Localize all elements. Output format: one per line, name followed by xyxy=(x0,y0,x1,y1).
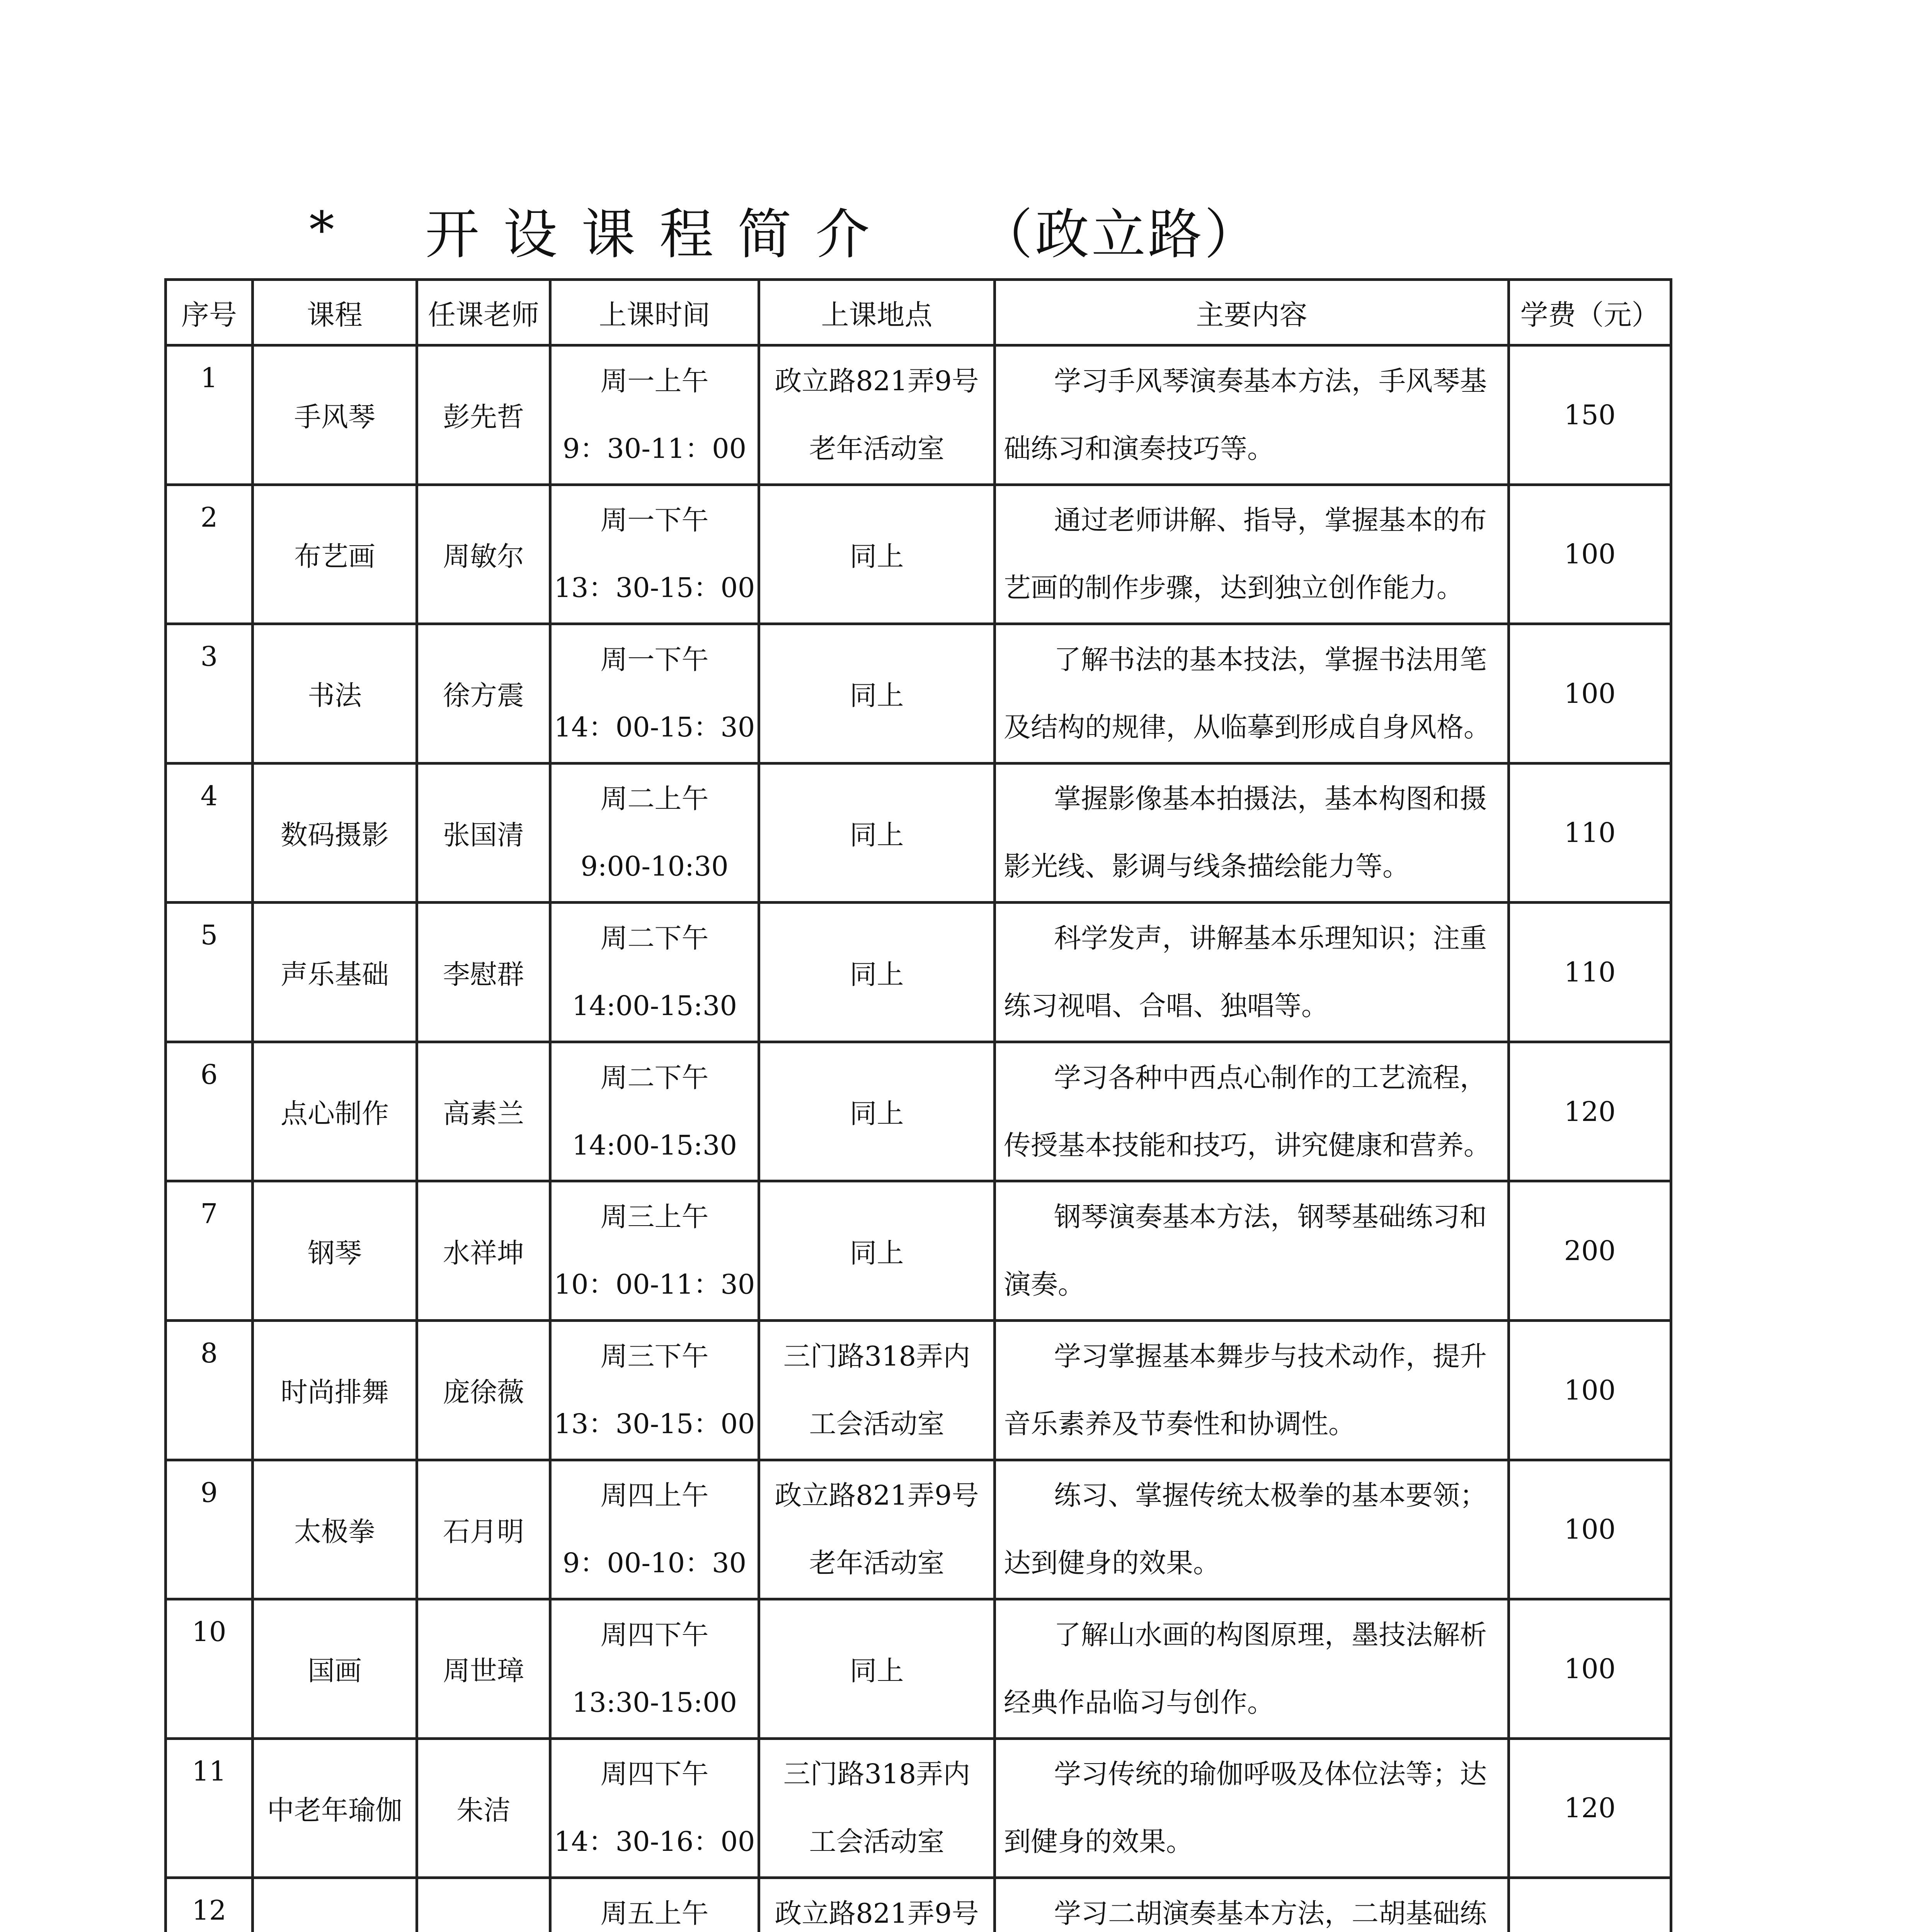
time-range: 9：00-10：30 xyxy=(562,1547,747,1579)
row-number: 10 xyxy=(166,1599,253,1739)
content-text: 练习、掌握传统太极拳的基本要领；达到健身的效果。 xyxy=(1004,1480,1487,1579)
teacher-name: 李慰群 xyxy=(417,903,550,1042)
time-day: 周一上午 xyxy=(600,365,709,397)
header-content: 主要内容 xyxy=(995,280,1509,345)
course-name xyxy=(253,1878,417,1932)
teacher-name: 周世璋 xyxy=(417,1599,550,1739)
time-day: 周五上午 xyxy=(600,1897,709,1929)
time-day: 周四下午 xyxy=(600,1619,709,1651)
time-range: 13：30-15：00 xyxy=(554,1408,755,1440)
time-cell xyxy=(550,1738,759,1878)
teacher-name: 庞徐薇 xyxy=(417,1320,550,1460)
table-row xyxy=(166,1320,1671,1460)
time-day: 周二下午 xyxy=(600,1061,709,1094)
course-name: 布艺画 xyxy=(253,485,417,624)
content-cell xyxy=(995,1460,1509,1599)
row-number: 4 xyxy=(166,763,253,903)
fee-value: 150 xyxy=(1509,345,1671,485)
content-cell xyxy=(995,485,1509,624)
page-title xyxy=(309,193,1261,267)
table-row xyxy=(166,1460,1671,1599)
time-cell xyxy=(550,485,759,624)
time-day: 周二下午 xyxy=(600,922,709,954)
table-row xyxy=(166,763,1671,903)
place-line1: 政立路821弄9号 xyxy=(775,365,979,397)
row-number: 1 xyxy=(166,345,253,485)
place-cell: 同上 xyxy=(759,485,995,624)
table-row xyxy=(166,345,1671,485)
table-row xyxy=(166,485,1671,624)
content-cell xyxy=(995,1320,1509,1460)
table-row xyxy=(166,1738,1671,1878)
time-cell xyxy=(550,1460,759,1599)
content-text: 学习二胡演奏基本方法，二胡基础练 xyxy=(1054,1897,1487,1929)
table-row xyxy=(166,1042,1671,1181)
time-range: 9:00-10:30 xyxy=(581,850,729,883)
course-name: 国画 xyxy=(253,1599,417,1739)
content-cell xyxy=(995,763,1509,903)
row-number: 9 xyxy=(166,1460,253,1599)
place-cell: 同上 xyxy=(759,624,995,764)
star-mark: * xyxy=(309,201,334,259)
place-line1: 政立路821弄9号 xyxy=(775,1897,979,1929)
time-cell xyxy=(550,345,759,485)
content-text: 钢琴演奏基本方法，钢琴基础练习和演奏。 xyxy=(1004,1201,1487,1301)
content-text: 了解山水画的构图原理，墨技法解析经典作品临习与创作。 xyxy=(1004,1619,1487,1718)
fee-value: 100 xyxy=(1509,1599,1671,1739)
title-location: （政立路） xyxy=(979,203,1261,266)
place-cell xyxy=(759,1878,995,1932)
table-row xyxy=(166,1599,1671,1739)
time-day: 周四下午 xyxy=(600,1758,709,1790)
fee-value: 200 xyxy=(1509,1181,1671,1321)
content-text: 学习传统的瑜伽呼吸及体位法等；达到健身的效果。 xyxy=(1004,1758,1487,1858)
time-cell xyxy=(550,624,759,764)
course-name: 钢琴 xyxy=(253,1181,417,1321)
time-range: 10：00-11：30 xyxy=(554,1269,755,1301)
place-cell xyxy=(759,1320,995,1460)
fee-value: 100 xyxy=(1509,485,1671,624)
teacher-name: 周敏尔 xyxy=(417,485,550,624)
place-cell: 同上 xyxy=(759,1042,995,1181)
row-number: 7 xyxy=(166,1181,253,1321)
time-cell xyxy=(550,903,759,1042)
header-course: 课程 xyxy=(253,280,417,345)
time-cell xyxy=(550,763,759,903)
time-cell xyxy=(550,1181,759,1321)
table-row xyxy=(166,624,1671,764)
row-number: 8 xyxy=(166,1320,253,1460)
teacher-name: 张国清 xyxy=(417,763,550,903)
place-line2: 工会活动室 xyxy=(809,1826,945,1858)
teacher-name: 石月明 xyxy=(417,1460,550,1599)
fee-value: 110 xyxy=(1509,763,1671,903)
content-text: 学习各种中西点心制作的工艺流程，传授基本技能和技巧，讲究健康和营养。 xyxy=(1004,1061,1491,1161)
time-range: 14：30-16：00 xyxy=(554,1826,755,1858)
content-cell xyxy=(995,1042,1509,1181)
place-cell: 同上 xyxy=(759,763,995,903)
table-row xyxy=(166,1878,1671,1932)
content-text: 通过老师讲解、指导，掌握基本的布艺画的制作步骤，达到独立创作能力。 xyxy=(1004,504,1487,604)
course-table xyxy=(164,278,1672,1932)
place-line1: 三门路318弄内 xyxy=(783,1758,970,1790)
time-range: 13：30-15：00 xyxy=(554,572,755,604)
course-name: 书法 xyxy=(253,624,417,764)
time-day: 周三下午 xyxy=(600,1340,709,1372)
place-cell xyxy=(759,1460,995,1599)
place-line1: 政立路821弄9号 xyxy=(775,1480,979,1512)
time-cell xyxy=(550,1599,759,1739)
table-header-row xyxy=(166,280,1671,345)
teacher-name: 徐方震 xyxy=(417,624,550,764)
time-cell xyxy=(550,1878,759,1932)
fee-value: 100 xyxy=(1509,1460,1671,1599)
teacher-name: 高素兰 xyxy=(417,1042,550,1181)
content-cell xyxy=(995,345,1509,485)
time-range: 14：00-15：30 xyxy=(554,711,755,743)
header-no: 序号 xyxy=(166,280,253,345)
content-cell xyxy=(995,1181,1509,1321)
title-main: 开设课程简介 xyxy=(425,203,894,266)
course-name: 时尚排舞 xyxy=(253,1320,417,1460)
teacher-name: 水祥坤 xyxy=(417,1181,550,1321)
time-cell xyxy=(550,1042,759,1181)
time-day: 周一下午 xyxy=(600,504,709,536)
content-text: 科学发声，讲解基本乐理知识；注重练习视唱、合唱、独唱等。 xyxy=(1004,922,1487,1022)
time-range: 13:30-15:00 xyxy=(572,1686,737,1718)
place-cell: 同上 xyxy=(759,1181,995,1321)
content-cell xyxy=(995,1878,1509,1932)
content-cell xyxy=(995,624,1509,764)
row-number: 5 xyxy=(166,903,253,1042)
time-range: 14:00-15:30 xyxy=(572,990,737,1022)
place-cell xyxy=(759,1738,995,1878)
row-number: 6 xyxy=(166,1042,253,1181)
content-text: 学习掌握基本舞步与技术动作，提升音乐素养及节奏性和协调性。 xyxy=(1004,1340,1487,1440)
fee-value: 100 xyxy=(1509,624,1671,764)
row-number: 12 xyxy=(166,1878,253,1932)
teacher-name: 彭先哲 xyxy=(417,345,550,485)
fee-value: 110 xyxy=(1509,903,1671,1042)
header-fee: 学费（元） xyxy=(1509,280,1671,345)
row-number: 2 xyxy=(166,485,253,624)
place-cell xyxy=(759,345,995,485)
teacher-name: 朱洁 xyxy=(417,1738,550,1878)
place-cell: 同上 xyxy=(759,1599,995,1739)
time-day: 周四上午 xyxy=(600,1480,709,1512)
content-text: 了解书法的基本技法，掌握书法用笔及结构的规律，从临摹到形成自身风格。 xyxy=(1004,643,1491,743)
row-number: 3 xyxy=(166,624,253,764)
course-name: 数码摄影 xyxy=(253,763,417,903)
time-day: 周二上午 xyxy=(600,783,709,815)
content-cell xyxy=(995,1599,1509,1739)
course-name: 点心制作 xyxy=(253,1042,417,1181)
course-name: 太极拳 xyxy=(253,1460,417,1599)
course-name: 声乐基础 xyxy=(253,903,417,1042)
time-range: 14:00-15:30 xyxy=(572,1129,737,1161)
content-text: 学习手风琴演奏基本方法，手风琴基础练习和演奏技巧等。 xyxy=(1004,365,1487,464)
row-number: 11 xyxy=(166,1738,253,1878)
table-row xyxy=(166,903,1671,1042)
place-line2: 老年活动室 xyxy=(809,432,945,464)
time-day: 周三上午 xyxy=(600,1201,709,1233)
content-cell xyxy=(995,903,1509,1042)
content-cell xyxy=(995,1738,1509,1878)
fee-value: 100 xyxy=(1509,1320,1671,1460)
header-time: 上课时间 xyxy=(550,280,759,345)
place-line1: 三门路318弄内 xyxy=(783,1340,970,1372)
content-text: 掌握影像基本拍摄法，基本构图和摄影光线、影调与线条描绘能力等。 xyxy=(1004,783,1487,883)
time-range: 9：30-11：00 xyxy=(562,432,747,464)
header-teacher: 任课老师 xyxy=(417,280,550,345)
fee-value: 120 xyxy=(1509,1042,1671,1181)
fee-value xyxy=(1509,1878,1671,1932)
fee-value: 120 xyxy=(1509,1738,1671,1878)
place-line2: 工会活动室 xyxy=(809,1408,945,1440)
time-day: 周一下午 xyxy=(600,643,709,675)
teacher-name xyxy=(417,1878,550,1932)
place-line2: 老年活动室 xyxy=(809,1547,945,1579)
time-cell xyxy=(550,1320,759,1460)
course-name: 手风琴 xyxy=(253,345,417,485)
table-row xyxy=(166,1181,1671,1321)
place-cell: 同上 xyxy=(759,903,995,1042)
header-place: 上课地点 xyxy=(759,280,995,345)
course-name: 中老年瑜伽 xyxy=(253,1738,417,1878)
